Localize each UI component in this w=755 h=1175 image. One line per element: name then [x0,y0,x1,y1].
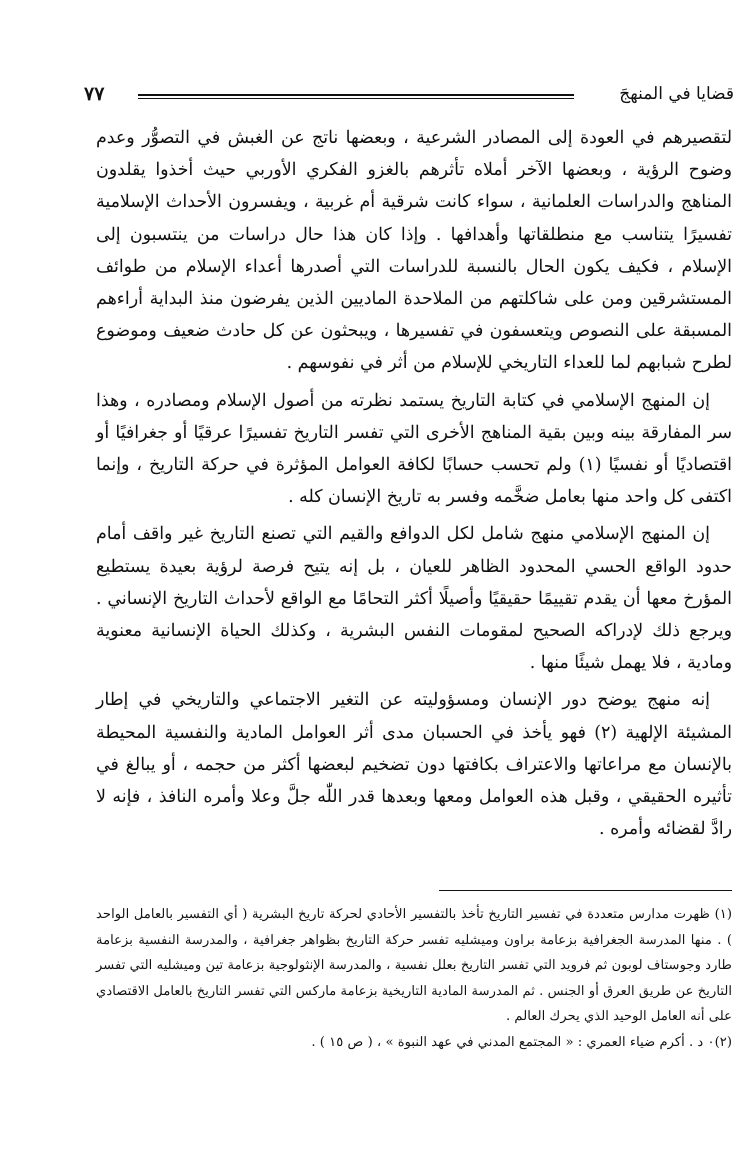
running-title: قضايا في المنهجَ [619,84,734,104]
footnotes [96,902,732,1056]
paragraph-3: إن المنهج الإسلامي منهج شامل لكل الدوافع والقيم التي تصنع التاريخ غير واقف أمام حدود الواقع الحسي المحدود الظاهر للعيان ، بل إنه يتيح فرصة لرؤية بعيدة يستطيع المؤرخ معها أن يقدم تقييمًا حقيقيًا وأصيلًا أكثر التحامًا مع الواقع لأحداث التاريخ الإنساني . ويرجع ذلك لإدراكه الصحيح لمقومات النفس البشرية ، وكذلك الحياة الإنسانية معنوية ومادية ، فلا يهمل شيئًا منها . [96,524,732,674]
paragraph-2: إن المنهج الإسلامي في كتابة التاريخ يستمد نظرته من أصول الإسلام ومصادره ، وهذا سر المفارقة بينه وبين بقية المناهج الأخرى التي تفسر التاريخ تفسيرًا عرقيًا أو جغرافيًا أو اقتصاديًا أو نفسيًا (١) ولم تحسب حسابًا لكافة العوامل المؤثرة في حركة التاريخ ، وإنما اكتفى كل واحد منها بعامل ضخَّمه وفسر به تاريخ الإنسان كله . [96,390,733,508]
header-rule [138,94,574,99]
paragraph-1: لتقصيرهم في العودة إلى المصادر الشرعية ، وبعضها ناتج عن الغبش في التصوُّر وعدم وضوح الرؤية ، وبعضها الآخر أملاه تأثرهم بالغزو الفكري الأوربي حيث أخذوا يقلدون المناهج والدراسات العلمانية ، سواء كانت شرقية أم غربية ، ويفسرون الأحداث الإسلامية تفسيرًا يتناسب مع منطلقاتها وأهدافها . وإذا كان هذا حال دراسات من ينتسبون إلى الإسلام ، فكيف يكون الحال بالنسبة للدراسات التي أصدرها أعداء الإسلام من طوائف المستشرقين ومن على شاكلتهم من الملاحدة الماديين الذين يفرضون منذ البداية أراءهم المسبقة على النصوص ويتعسفون في تفسيرها ، ويبحثون عن كل حادث ضعيف وموضوع لطرح شبابهم لما للعداء التاريخي للإسلام من أثر في نفوسهم . [96,128,732,374]
paragraph-4: إنه منهج يوضح دور الإنسان ومسؤوليته عن التغير الاجتماعي والتاريخي في إطار المشيئة الإلهية (٢) فهو يأخذ في الحسبان مدى أثر العوامل المادية والنفسية المحيطة بالإنسان مع مراعاتها والاعتراف بكافتها دون تضخيم لبعضها أكثر من حجمه ، أو يبالغ في تأثيره الحقيقي ، وقبل هذه العوامل ومعها وبعدها قدر اللّٰه جلَّ وعلا وأمره النافذ ، فإنه لا رادَّ لقضائه وأمره . [96,690,732,840]
footnote-2: (٢)٠ د . أكرم ضياء العمري : « المجتمع المدني في عهد النبوة » ، ( ص ١٥ ) . [311,1034,732,1050]
footnote-1: (١) ظهرت مدارس متعددة في تفسير التاريخ تأخذ بالتفسير الأحادي لحركة تاريخ البشرية ( أي التفسير بالعامل الواحد ) . منها المدرسة الجغرافية بزعامة براون وميشليه تفسر حركة التاريخ بظواهر جغرافية ، والمدرسة النفسية بزعامة طارد وجوستاف لوبون ثم فرويد التي تفسر التاريخ بعلل نفسية ، والمدرسة الإنثولوجية بزعامة تين وميشليه التي تفسر التاريخ عن طريق العرق أو الجنس . ثم المدرسة المادية التاريخية بزعامة ماركس التي تفسر التاريخ بالعامل الاقتصادي على أنه العامل الوحيد الذي يحرك العالم . [96,907,732,1025]
footnote-divider [439,890,732,891]
body-text [96,122,732,850]
page-header [84,82,734,110]
page-number: ٧٧ [84,83,105,105]
